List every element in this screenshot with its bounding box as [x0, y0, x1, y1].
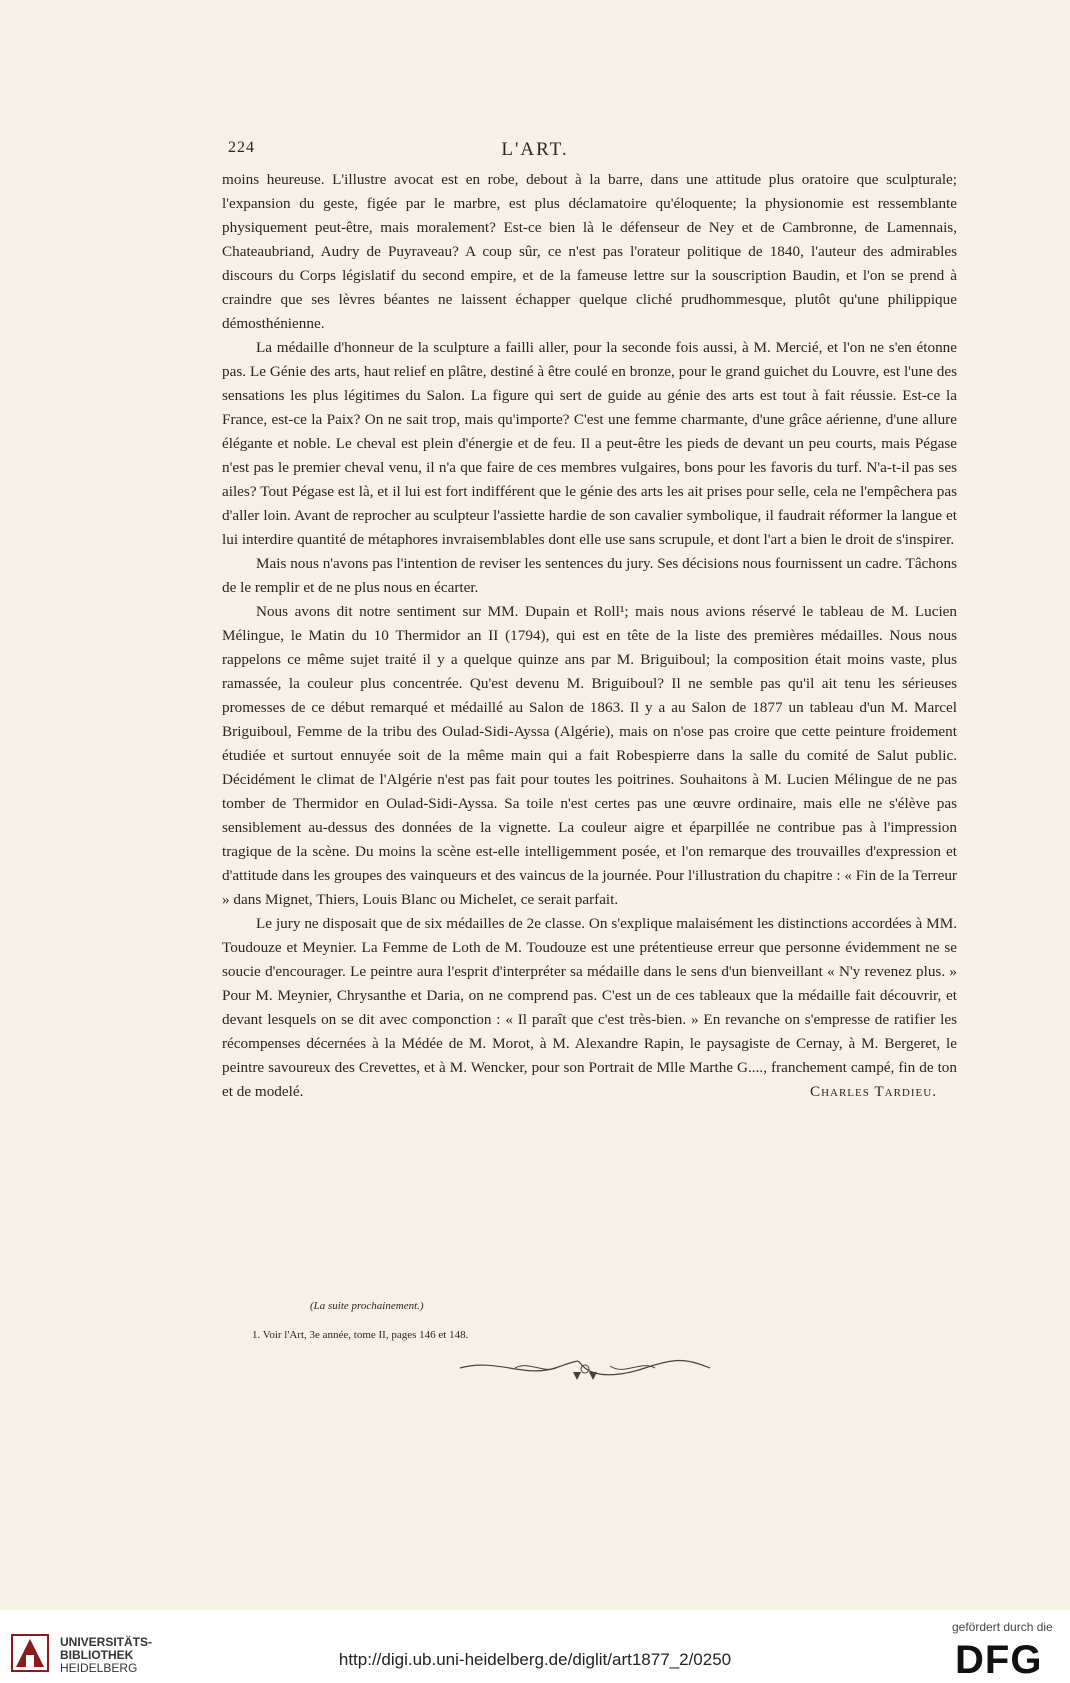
- author-signature: Charles Tardieu.: [809, 1083, 937, 1100]
- dfg-logo: DFG: [955, 1638, 1043, 1682]
- funding-label: gefördert durch die: [952, 1620, 1053, 1634]
- article-body: [222, 168, 957, 1104]
- page-header: [0, 139, 1070, 161]
- paragraph-3: Mais nous n'avons pas l'intention de reviser les sentences du jury. Ses décisions nous fournissent un cadre. Tâchons de le remplir et de ne plus nous en écarter.: [222, 555, 957, 596]
- paragraph-5-text: Le jury ne disposait que de six médailles de 2e classe. On s'explique malaisément les distinctions accordées à MM. Toudouze et Meynier. La Femme de Loth de M. Toudouze est une prétentieuse erreur que personne évidemment ne se soucie d'encourager. Le peintre aura l'esprit d'interpréter sa médaille dans le sens d'un bienveillant « N'y revenez plus. » Pour M. Meynier, Chrysanthe et Daria, on ne comprend pas. C'est un de ces tableaux que la médaille fait découvrir, et devant lesquels on se dit avec componction : « Il paraît que c'est très-bien. » En revanche on s'empresse de ratifier les récompenses décernées à la Médée de M. Morot, à M. Alexandre Rapin, le paysagiste de Cernay, à M. Bergeret, le peintre savoureux des Crevettes, et à M. Wencker, pour son Portrait de Mlle Marthe G...., franchement campé, fin de ton et de modelé.: [222, 915, 957, 1100]
- continued-note: (La suite prochainement.): [310, 1300, 424, 1312]
- permalink-url[interactable]: http://digi.ub.uni-heidelberg.de/diglit/art1877_2/0250: [338, 1650, 732, 1669]
- footer-bar: [0, 1610, 1070, 1683]
- library-name: UNIVERSITÄTS- BIBLIOTHEK HEIDELBERG: [60, 1635, 153, 1675]
- paragraph-2: La médaille d'honneur de la sculpture a failli aller, pour la seconde fois aussi, à M. Mercié, et l'on ne s'en étonne pas. Le Génie des arts, haut relief en plâtre, destiné à être coulé en bronze, pour le grand guichet du Louvre, est l'une des sensations les plus légitimes du Salon. La figure qui sert de guide au génie des arts est tout à fait réussie. Est-ce la France, est-ce la Paix? On ne sait trop, mais qu'importe? C'est une femme charmante, d'une grâce aérienne, d'une allure élégante et noble. Le cheval est plein d'énergie et de feu. Il a peut-être les pieds de devant un peu courts, mais Pégase n'est pas le premier cheval venu, il n'a que faire de ces membres vulgaires, bons pour les favoris du turf. N'a-t-il pas ses ailes? Tout Pégase est là, et il lui est fort indifférent que le génie des arts les ait prises pour selle, cela ne l'empêchera pas d'aller loin. Avant de reprocher au sculpteur l'assiette hardie de son cavalier symbolique, il faudrait réformer la langue et lui interdire quantité de métaphores invraisemblables dont elle use sans scrupule, et dont l'art a bien le droit de s'inspirer.: [222, 339, 957, 548]
- decorative-ornament: [455, 1354, 715, 1382]
- paragraph-1: moins heureuse. L'illustre avocat est en robe, debout à la barre, dans une attitude plus oratoire que sculpturale; l'expansion du geste, figée par le marbre, est plus déclamatoire qu'éloquente; la physionomie est ressemblante physiquement peut-être, mais moralement? Est-ce bien là le défenseur de Ney et de Cambronne, de Lamennais, Chateaubriand, Audry de Puyraveau? A coup sûr, ce n'est pas l'orateur politique de 1840, l'auteur des admirables discours du Corps législatif du second empire, et de la fameuse lettre sur la souscription Baudin, et l'on se prend à craindre que ses lèvres béantes ne laissent échapper quelque cliché prudhommesque, plutôt qu'une philippique démosthénienne.: [222, 171, 957, 332]
- paragraph-4: Nous avons dit notre sentiment sur MM. Dupain et Roll¹; mais nous avions réservé le tableau de M. Lucien Mélingue, le Matin du 10 Thermidor an II (1794), qui est en tête de la liste des premières médailles. Nous nous rappelons ce même sujet traité il y a quelque quinze ans par M. Briguiboul; la composition était moins vaste, plus ramassée, la couleur plus concentrée. Qu'est devenu M. Briguiboul? Il ne semble pas qu'il ait tenu les sérieuses promesses de ce début remarqué et médaillé au Salon de 1863. Il y a au Salon de 1877 un tableau d'un M. Marcel Briguiboul, Femme de la tribu des Oulad-Sidi-Ayssa (Algérie), mais on n'ose pas croire que cette peinture froidement étudiée et surtout ennuyée soit de la même main qui a fait Robespierre dans la salle du comité de Salut public. Décidément le climat de l'Algérie n'est pas fait pour toutes les poitrines. Souhaitons à M. Lucien Mélingue de ne pas tomber de Thermidor en Oulad-Sidi-Ayssa. Sa toile n'est certes pas une œuvre ordinaire, mais elle ne s'élève pas sensiblement au-dessus des données de la vignette. La couleur aigre et éparpillée ne contribue pas à l'impression tragique de la scène. Du moins la scène est-elle intelligemment posée, et l'on remarque des trouvailles d'expression et d'attitude dans les groupes des vainqueurs et des vaincus de la journée. Pour l'illustration du chapitre : « Fin de la Terreur » dans Mignet, Thiers, Louis Blanc ou Michelet, ce serait parfait.: [222, 603, 957, 908]
- footnote: 1. Voir l'Art, 3e année, tome II, pages 146 et 148.: [252, 1329, 469, 1341]
- page-number: 224: [228, 139, 255, 156]
- running-title: L'ART.: [501, 139, 569, 160]
- paragraph-5: [222, 912, 957, 1104]
